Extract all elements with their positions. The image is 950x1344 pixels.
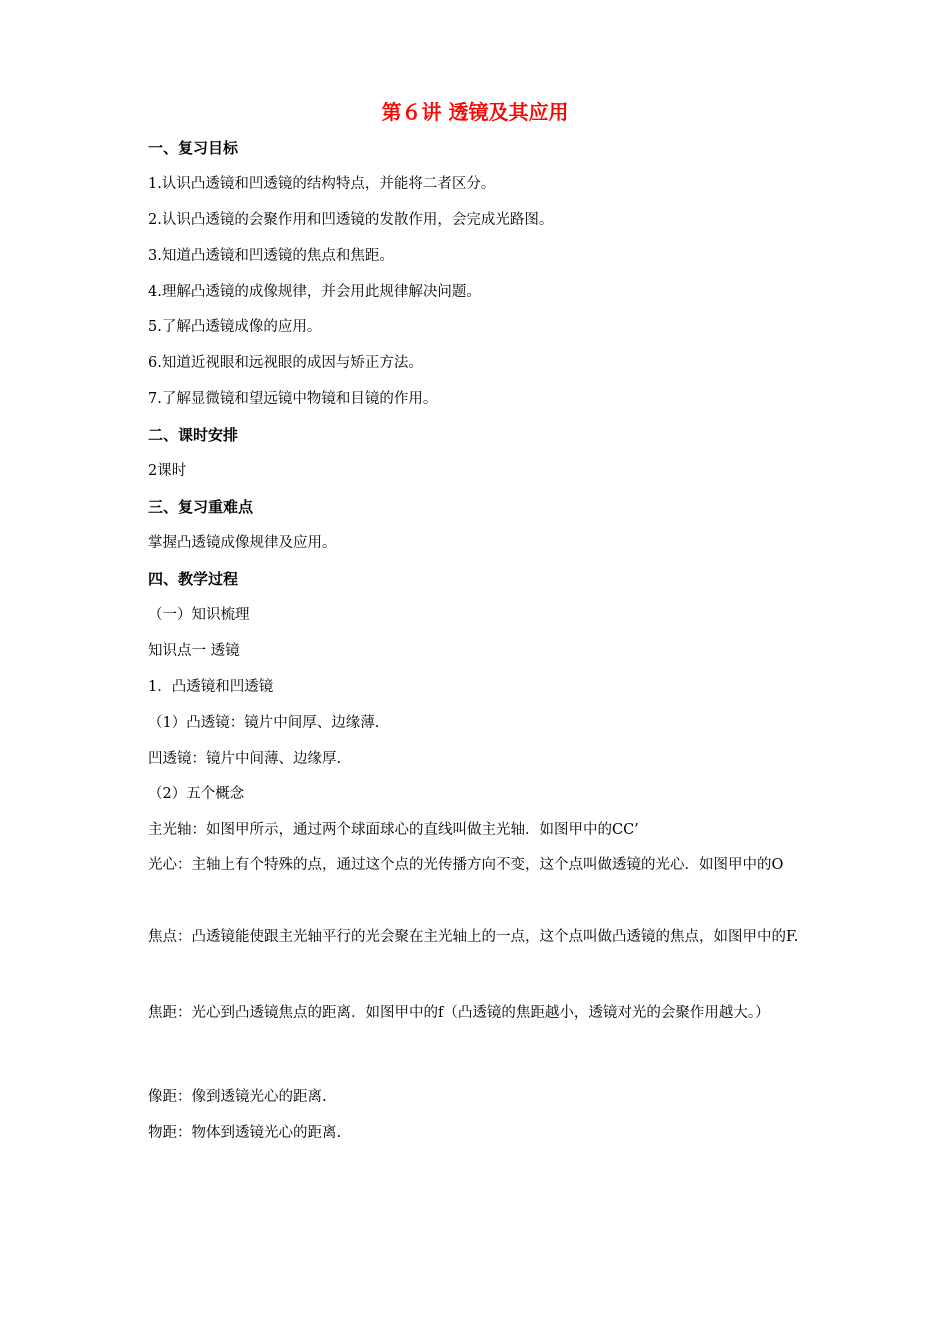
section-heading-schedule: 二、课时安排 [148,426,239,444]
focal-length-text: 焦距：光心到凸透镜焦点的距离．如图甲中的f（凸透镜的焦距越小，透镜对光的会聚作用越大。） [148,1005,770,1021]
concepts-heading: （2）五个概念 [148,786,245,802]
convex-lens-definition: （1）凸透镜：镜片中间厚、边缘薄. [148,715,380,731]
schedule-text: 2课时 [148,463,187,479]
section-heading-goals: 一、复习目标 [148,139,239,157]
goal-item: 4.理解凸透镜的成像规律，并会用此规律解决问题。 [148,284,481,300]
object-distance-definition: 物距：物体到透镜光心的距离. [148,1125,342,1141]
image-distance-definition: 像距：像到透镜光心的距离. [148,1089,327,1105]
item-heading: 1．凸透镜和凹透镜 [148,679,274,695]
page-title: 第６讲 透镜及其应用 [381,100,569,124]
focus-text: 焦点：凸透镜能使跟主光轴平行的光会聚在主光轴上的一点，这个点叫做凸透镜的焦点，如图甲中的F. [148,929,799,945]
section-heading-keypoints: 三、复习重难点 [148,498,254,516]
goal-item: 7.了解显微镜和望远镜中物镜和目镜的作用。 [148,391,438,407]
concave-lens-definition: 凹透镜：镜片中间薄、边缘厚. [148,751,342,767]
section-heading-process: 四、教学过程 [148,570,239,588]
principal-axis-definition: 主光轴：如图甲所示，通过两个球面球心的直线叫做主光轴．如图甲中的CC’ [148,822,639,838]
focus-definition [118,918,838,956]
optical-center-text: 光心：主轴上有个特殊的点，通过这个点的光传播方向不变，这个点叫做透镜的光心．如图甲中的O [148,857,784,873]
subsection-heading: （一）知识梳理 [148,607,250,623]
focal-length-definition [118,994,838,1032]
keypoints-text: 掌握凸透镜成像规律及应用。 [148,535,337,551]
goal-item: 1.认识凸透镜和凹透镜的结构特点，并能将二者区分。 [148,176,496,192]
goal-item: 5.了解凸透镜成像的应用。 [148,319,322,335]
goal-item: 6.知道近视眼和远视眼的成因与矫正方法。 [148,355,423,371]
goal-item: 3.知道凸透镜和凹透镜的焦点和焦距。 [148,248,394,264]
knowledge-point-heading: 知识点一 透镜 [148,643,240,659]
goal-item: 2.认识凸透镜的会聚作用和凹透镜的发散作用，会完成光路图。 [148,212,554,228]
optical-center-definition [118,846,838,884]
